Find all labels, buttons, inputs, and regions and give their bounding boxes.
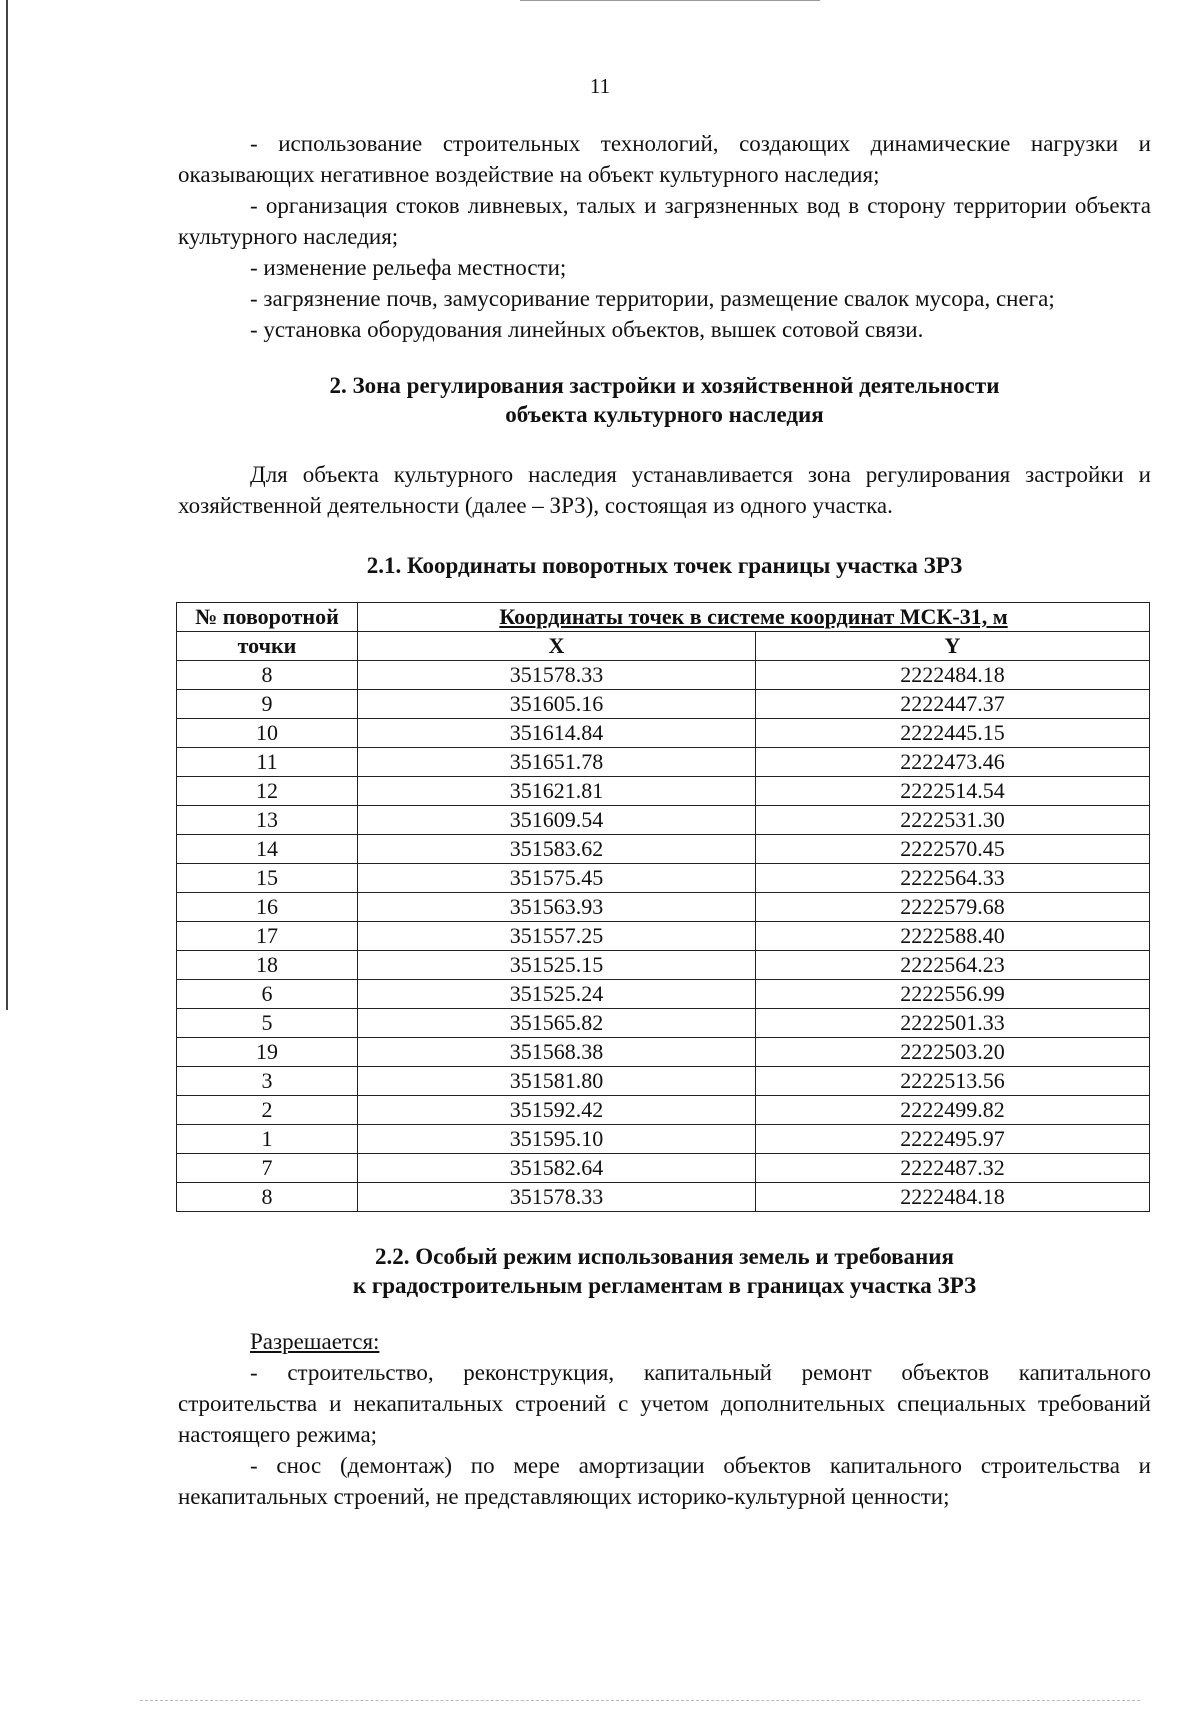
section-2-title-line1: 2. Зона регулирования застройки и хозяйственной деятельности [329, 373, 1000, 398]
cell-y: 2222570.45 [756, 835, 1150, 864]
cell-x: 351568.38 [358, 1038, 756, 1067]
cell-x: 351525.24 [358, 980, 756, 1009]
scan-artifact-bottom-line [140, 1700, 1140, 1701]
cell-x: 351583.62 [358, 835, 756, 864]
table-row [177, 922, 1150, 951]
header-point-number-line2: точки [237, 633, 297, 658]
cell-y: 2222499.82 [756, 1096, 1150, 1125]
section-2-2-heading [178, 1242, 1151, 1300]
table-row [177, 1154, 1150, 1183]
cell-x: 351621.81 [358, 777, 756, 806]
cell-y: 2222513.56 [756, 1067, 1150, 1096]
cell-point-number: 15 [177, 864, 358, 893]
cell-y: 2222503.20 [756, 1038, 1150, 1067]
table-row [177, 980, 1150, 1009]
table-row [177, 951, 1150, 980]
cell-point-number: 19 [177, 1038, 358, 1067]
intro-item: - установка оборудования линейных объектов, вышек сотовой связи. [250, 317, 924, 342]
cell-y: 2222484.18 [756, 661, 1150, 690]
cell-y: 2222484.18 [756, 1183, 1150, 1212]
cell-y: 2222445.15 [756, 719, 1150, 748]
table-row [177, 777, 1150, 806]
allowed-item: - снос (демонтаж) по мере амортизации объектов капитального строительства и некапитальных строений, не представляющих историко-культурной ценности; [178, 1453, 1151, 1509]
table-row [177, 893, 1150, 922]
header-x: X [358, 632, 756, 661]
table-subheader-row [177, 632, 1150, 661]
table-row [177, 806, 1150, 835]
cell-x: 351651.78 [358, 748, 756, 777]
table-row [177, 1009, 1150, 1038]
table-row [177, 864, 1150, 893]
intro-item: - загрязнение почв, замусоривание территории, размещение свалок мусора, снега; [250, 286, 1055, 311]
allowed-label: Разрешается: [250, 1329, 380, 1354]
table-row [177, 1067, 1150, 1096]
cell-point-number: 5 [177, 1009, 358, 1038]
cell-point-number: 10 [177, 719, 358, 748]
cell-point-number: 16 [177, 893, 358, 922]
cell-point-number: 1 [177, 1125, 358, 1154]
page-number: 11 [589, 74, 611, 98]
header-coordinates [358, 603, 1150, 632]
header-point-number-cont [177, 632, 358, 661]
cell-point-number: 11 [177, 748, 358, 777]
section-2-title-line2: объекта культурного наследия [505, 402, 824, 427]
cell-point-number: 13 [177, 806, 358, 835]
cell-x: 351563.93 [358, 893, 756, 922]
section-2-2-title-line1: 2.2. Особый режим использования земель и требования [375, 1244, 954, 1269]
intro-item: - изменение рельефа местности; [250, 255, 567, 280]
cell-point-number: 12 [177, 777, 358, 806]
table-header-row [177, 603, 1150, 632]
cell-point-number: 3 [177, 1067, 358, 1096]
cell-x: 351592.42 [358, 1096, 756, 1125]
cell-x: 351582.64 [358, 1154, 756, 1183]
allowed-item: - строительство, реконструкция, капитальный ремонт объектов капитального строительства и некапитальных строений с учетом дополнительных специальных требований настоящего режима; [178, 1360, 1151, 1447]
header-y: Y [756, 632, 1150, 661]
scan-artifact-left-edge [6, 0, 8, 1010]
intro-item: - организация стоков ливневых, талых и загрязненных вод в сторону территории объекта культурного наследия; [178, 193, 1151, 249]
document-body [178, 128, 1151, 1512]
table-row [177, 1183, 1150, 1212]
scan-artifact-top-line [520, 0, 820, 1]
cell-x: 351609.54 [358, 806, 756, 835]
cell-y: 2222473.46 [756, 748, 1150, 777]
allowed-paragraph [178, 1326, 1151, 1357]
table-row [177, 1125, 1150, 1154]
table-row [177, 835, 1150, 864]
cell-point-number: 8 [177, 661, 358, 690]
coordinates-table-body [177, 661, 1150, 1212]
coordinates-table [176, 602, 1150, 1212]
cell-x: 351581.80 [358, 1067, 756, 1096]
cell-x: 351557.25 [358, 922, 756, 951]
cell-y: 2222495.97 [756, 1125, 1150, 1154]
cell-y: 2222564.23 [756, 951, 1150, 980]
cell-x: 351605.16 [358, 690, 756, 719]
cell-x: 351614.84 [358, 719, 756, 748]
cell-point-number: 2 [177, 1096, 358, 1125]
intro-list [178, 128, 1151, 345]
table-row [177, 748, 1150, 777]
cell-x: 351595.10 [358, 1125, 756, 1154]
cell-point-number: 18 [177, 951, 358, 980]
header-point-number [177, 603, 358, 632]
section-2-1-title: 2.1. Координаты поворотных точек границы участка ЗРЗ [366, 553, 963, 578]
cell-y: 2222447.37 [756, 690, 1150, 719]
table-row [177, 1038, 1150, 1067]
cell-point-number: 8 [177, 1183, 358, 1212]
table-row [177, 719, 1150, 748]
cell-y: 2222564.33 [756, 864, 1150, 893]
cell-x: 351575.45 [358, 864, 756, 893]
table-row [177, 1096, 1150, 1125]
header-point-number-line1: № поворотной [195, 604, 339, 629]
cell-point-number: 17 [177, 922, 358, 951]
section-2-heading [178, 371, 1151, 429]
cell-point-number: 6 [177, 980, 358, 1009]
cell-point-number: 7 [177, 1154, 358, 1183]
cell-x: 351525.15 [358, 951, 756, 980]
cell-x: 351565.82 [358, 1009, 756, 1038]
cell-x: 351578.33 [358, 661, 756, 690]
section-2-paragraph: Для объекта культурного наследия устанавливается зона регулирования застройки и хозяйственной деятельности (далее – ЗРЗ), состоящая из одного участка. [178, 462, 1151, 518]
cell-y: 2222531.30 [756, 806, 1150, 835]
table-row [177, 690, 1150, 719]
cell-y: 2222588.40 [756, 922, 1150, 951]
intro-item: - использование строительных технологий, создающих динамические нагрузки и оказывающих негативное воздействие на объект культурного наследия; [178, 131, 1151, 187]
section-2-2-title-line2: к градостроительным регламентам в границах участка ЗРЗ [352, 1273, 977, 1298]
cell-point-number: 14 [177, 835, 358, 864]
cell-point-number: 9 [177, 690, 358, 719]
header-coordinates-label: Координаты точек в системе координат МСК-31, м [499, 604, 1008, 629]
cell-y: 2222514.54 [756, 777, 1150, 806]
cell-y: 2222579.68 [756, 893, 1150, 922]
cell-y: 2222487.32 [756, 1154, 1150, 1183]
cell-y: 2222556.99 [756, 980, 1150, 1009]
cell-x: 351578.33 [358, 1183, 756, 1212]
table-row [177, 661, 1150, 690]
cell-y: 2222501.33 [756, 1009, 1150, 1038]
